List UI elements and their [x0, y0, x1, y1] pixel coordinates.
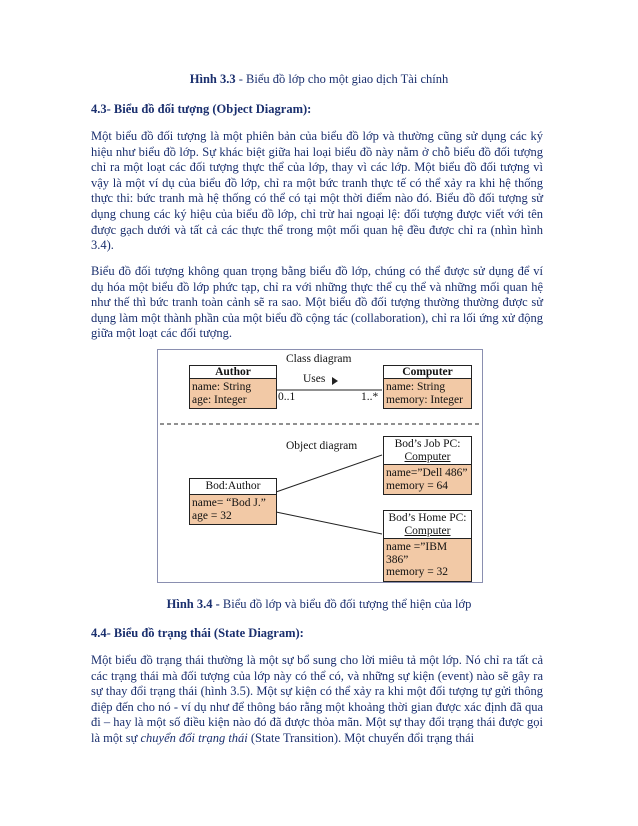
- author-attr-name: name: String: [192, 381, 252, 393]
- state-transition-term: chuyển đổi trạng thái: [140, 730, 248, 745]
- bod-object-box: [189, 478, 277, 525]
- caption-prefix: Hình 3.4 -: [166, 597, 220, 611]
- caption-text: - Biểu đồ lớp cho một giao dịch Tài chính: [235, 72, 449, 86]
- figure-3-3-caption: [0, 72, 638, 87]
- class-diagram-title: Class diagram: [286, 353, 352, 365]
- home-pc-object-box: [383, 510, 472, 582]
- section-heading-4-3: 4.3- Biểu đồ đối tượng (Object Diagram):: [91, 102, 312, 116]
- computer-attr-name: name: String: [386, 381, 446, 393]
- author-class-attrs: [190, 379, 276, 408]
- job-pc-object-attrs: [384, 465, 471, 494]
- job-pc-name-line1: Bod’s Job PC:: [394, 438, 461, 450]
- home-pc-object-attrs: [384, 539, 471, 581]
- link-home-pc: [276, 512, 382, 534]
- multiplicity-left: 0..1: [278, 391, 296, 403]
- computer-class-name: Computer: [384, 366, 471, 379]
- paragraph-text-start: Một biểu đồ trạng thái thường là một sự bổ sung cho lời miêu tả một lớp. Nó chỉ ra tất cả các trạng thái mà đối tượng của lớp này có thể có, và những sự kiện (event) nào sẽ gây ra sự thay đổi trạng thái (hình 3.5). Một sự kiện có thể xảy ra khi một đối tượng tự gửi thông điệp đến cho nó - ví dụ như để thông báo rằng một khoảng thời gian được xác định đã qua đi – hay là một số điều kiện nào đó đã được thỏa mãn. Một sự thay đổi trạng thái được gọi là một sự: [91, 653, 543, 745]
- uses-label: Uses: [303, 373, 326, 385]
- bod-object-attrs: [190, 495, 276, 524]
- bod-object-name: Bod:Author: [190, 479, 276, 495]
- bod-attr-age: age = 32: [192, 509, 232, 522]
- home-pc-object-name: [384, 511, 471, 539]
- home-pc-attr-name: name =”IBM 386”: [386, 541, 448, 566]
- home-pc-attr-memory: memory = 32: [386, 566, 449, 578]
- figure-3-4-caption: [0, 597, 638, 612]
- bod-attr-name: name= “Bod J.”: [192, 497, 266, 509]
- job-pc-attr-memory: memory = 64: [386, 479, 449, 492]
- computer-attr-memory: memory: Integer: [386, 393, 463, 406]
- job-pc-object-name: [384, 437, 471, 465]
- job-pc-name-line2: Computer: [404, 450, 451, 463]
- job-pc-attr-name: name=”Dell 486”: [386, 467, 468, 479]
- paragraph-object-diagram-usage: Biểu đồ đối tượng không quan trọng bằng biểu đồ lớp, chúng có thể được sử dụng để ví dụ hóa một biểu đồ lớp phức tạp, chỉ ra với những thực thể cụ thể và những mối quan hệ như thế thì bức tranh toàn cảnh sẽ ra sao. Một biểu đồ đối tượng thường thường được sử dụng làm một thành phần của một biểu đồ cộng tác (collaboration), chỉ ra lối ứng xử động giữa một loạt các đối tượng.: [91, 264, 543, 341]
- uses-arrow-icon: [332, 377, 338, 385]
- author-class-box: [189, 365, 277, 409]
- section-heading-4-4: 4.4- Biểu đồ trạng thái (State Diagram):: [91, 626, 304, 640]
- paragraph-state-diagram-intro: [91, 653, 543, 747]
- paragraph-object-diagram-intro: Một biểu đồ đối tượng là một phiên bản của biểu đồ lớp và thường cũng sử dụng các ký hiệu như biểu đồ lớp. Sự khác biệt giữa hai loại biểu đồ này nằm ở chỗ biểu đồ đối tượng chỉ ra một loạt các đối tượng thực thể của lớp, thay vì các lớp. Một biểu đồ đối tượng vì vậy là một ví dụ của biểu đồ lớp, chỉ ra một bức tranh thực tế có thể xảy ra khi hệ thống thực thi: bức tranh mà hệ thống có thể có tại một thời điểm nào đó. Biểu đồ đối tượng sử dụng chung các ký hiệu của biểu đồ lớp, chỉ trừ hai ngoại lệ: đối tượng được viết với tên được gạch dưới và tất cả các thực thể trong một mối quan hệ đều được chỉ ra (nhìn hình 3.4).: [91, 129, 543, 253]
- object-diagram-title: Object diagram: [286, 440, 358, 452]
- figure-3-4: [157, 349, 483, 583]
- link-job-pc: [276, 455, 382, 492]
- job-pc-object-box: [383, 436, 472, 495]
- paragraph-text-end: (State Transition). Một chuyển đổi trạng thái: [247, 730, 475, 745]
- computer-class-box: [383, 365, 472, 409]
- author-class-name: Author: [190, 366, 276, 379]
- computer-class-attrs: [384, 379, 471, 408]
- home-pc-name-line2: Computer: [404, 524, 451, 537]
- multiplicity-right: 1..*: [361, 391, 379, 403]
- caption-text: Biểu đồ lớp và biểu đồ đối tượng thể hiện của lớp: [219, 597, 472, 611]
- home-pc-name-line1: Bod’s Home PC:: [388, 512, 467, 524]
- caption-prefix: Hình 3.3: [189, 72, 236, 86]
- author-attr-age: age: Integer: [192, 393, 247, 406]
